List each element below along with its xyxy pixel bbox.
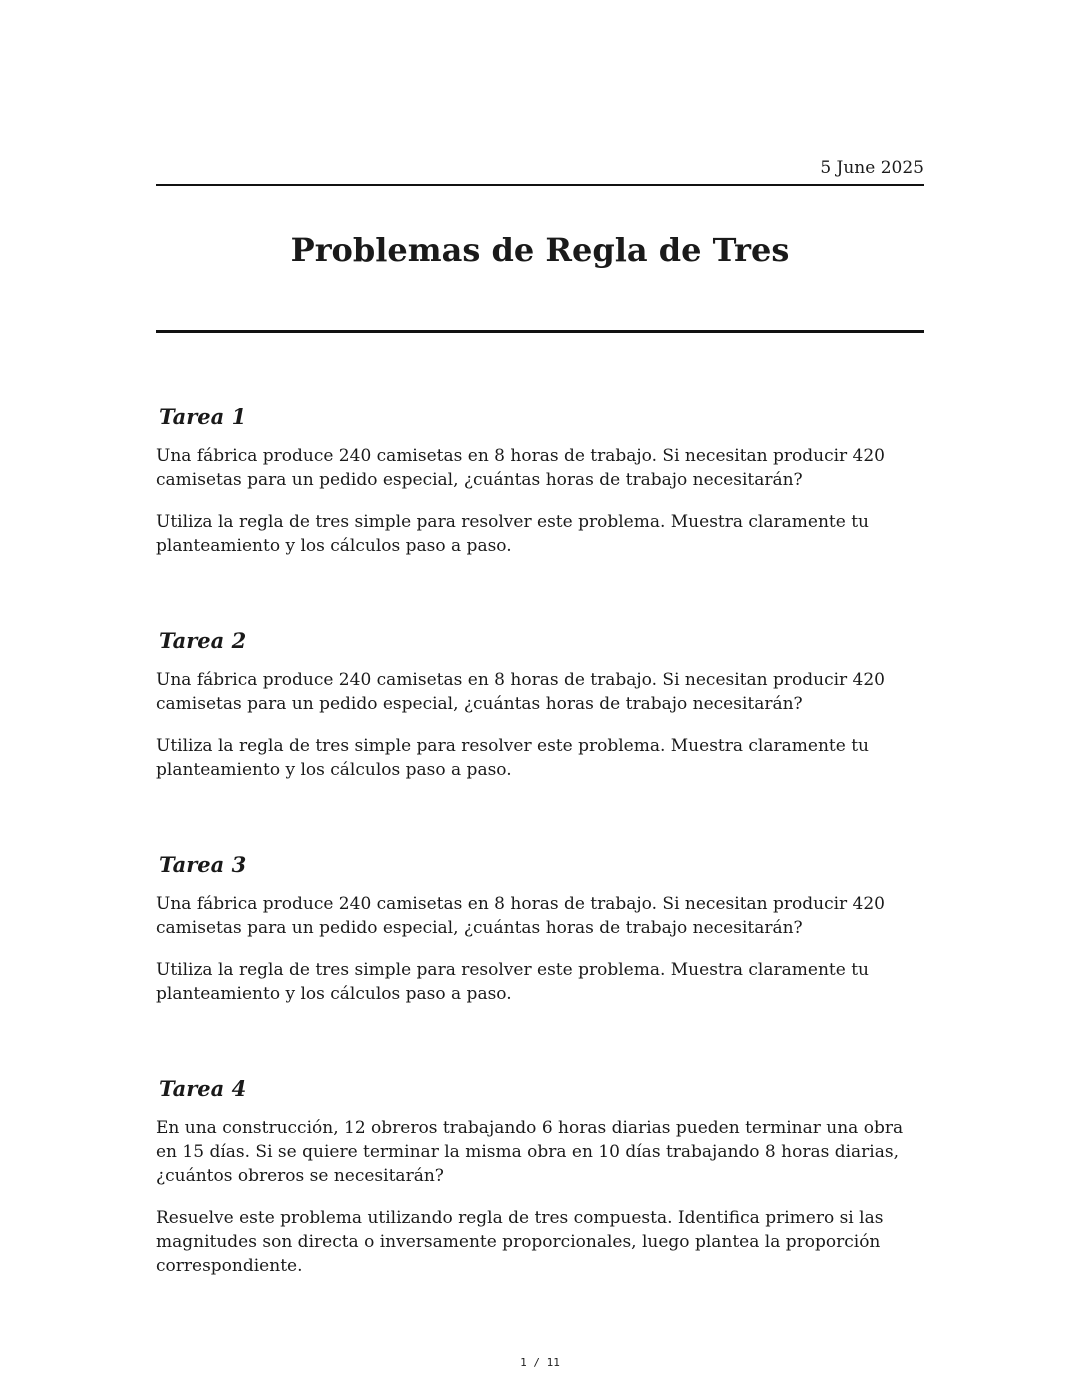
task-heading: Tarea 3 bbox=[159, 852, 247, 877]
task-section-1 bbox=[156, 402, 924, 576]
task-instruction: Utiliza la regla de tres simple para resolver este problema. Muestra claramente tu planteamiento y los cálculos paso a paso. bbox=[156, 512, 869, 556]
page-title: Problemas de Regla de Tres bbox=[290, 231, 790, 269]
task-instruction: Resuelve este problema utilizando regla de tres compuesta. Identifica primero si las magnitudes son directa o inversamente proporcionales, luego plantea la proporción correspondiente. bbox=[156, 1208, 884, 1276]
task-statement: En una construcción, 12 obreros trabajando 6 horas diarias pueden terminar una obra en 15 días. Si se quiere terminar la misma obra en 10 días trabajando 8 horas diarias, ¿cuántos obreros se necesitarán? bbox=[156, 1118, 904, 1186]
task-instruction: Utiliza la regla de tres simple para resolver este problema. Muestra claramente tu planteamiento y los cálculos paso a paso. bbox=[156, 960, 869, 1004]
task-heading: Tarea 2 bbox=[159, 628, 247, 653]
task-section-4 bbox=[156, 1074, 924, 1296]
task-statement: Una fábrica produce 240 camisetas en 8 horas de trabajo. Si necesitan producir 420 camisetas para un pedido especial, ¿cuántas horas de trabajo necesitarán? bbox=[156, 894, 885, 938]
task-instruction: Utiliza la regla de tres simple para resolver este problema. Muestra claramente tu planteamiento y los cálculos paso a paso. bbox=[156, 736, 869, 780]
title-rule bbox=[156, 330, 924, 333]
header-rule bbox=[156, 184, 924, 186]
page-number: 1 / 11 bbox=[520, 1356, 560, 1369]
task-statement: Una fábrica produce 240 camisetas en 8 horas de trabajo. Si necesitan producir 420 camisetas para un pedido especial, ¿cuántas horas de trabajo necesitarán? bbox=[156, 446, 885, 490]
task-statement: Una fábrica produce 240 camisetas en 8 horas de trabajo. Si necesitan producir 420 camisetas para un pedido especial, ¿cuántas horas de trabajo necesitarán? bbox=[156, 670, 885, 714]
task-section-2 bbox=[156, 626, 924, 800]
task-heading: Tarea 1 bbox=[159, 404, 247, 429]
task-heading: Tarea 4 bbox=[159, 1076, 247, 1101]
header-date: 5 June 2025 bbox=[820, 158, 924, 178]
task-section-3 bbox=[156, 850, 924, 1024]
